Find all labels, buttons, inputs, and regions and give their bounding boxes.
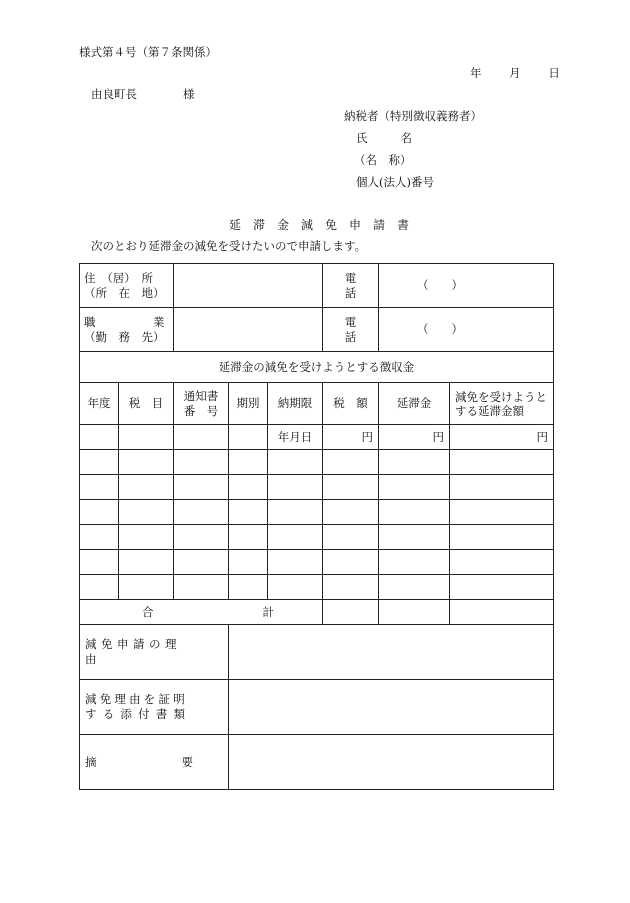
total-reduction-amount[interactable] [450,600,554,625]
due-date-unit[interactable]: 年月日 [268,425,323,450]
col-term: 期別 [229,383,268,425]
table-row [80,475,554,500]
col-reduction-amount: 減免を受けようとする延滞金額 [450,383,554,425]
form-number: 様式第４号（第７条関係） [79,45,217,59]
total-row [80,600,554,625]
application-table [79,263,554,790]
evidence-field[interactable] [229,680,554,735]
table-row [80,450,554,475]
date-year-label: 年 [470,66,482,80]
taxpayer-label: 納税者（特別徴収義務者） [344,109,482,123]
reduction-amount-unit[interactable]: 円 [450,425,554,450]
total-tax-amount[interactable] [323,600,379,625]
occupation-field[interactable] [174,308,323,352]
addressee-honorific: 様 [183,87,195,101]
total-label: 合 計 [80,600,323,625]
tax-amount-unit[interactable]: 円 [323,425,379,450]
remarks-label: 摘 要 [80,735,229,790]
addressee: 由良町長 [91,87,137,101]
phone-field[interactable]: （ ） [379,264,554,308]
date-day-label: 日 [548,66,560,80]
reason-label: 減免申請の理由 [80,625,229,680]
remarks-field[interactable] [229,735,554,790]
address-label: 住 （居） 所 （所 在 地） [80,264,174,308]
total-late-fee[interactable] [379,600,450,625]
occupation-label: 職 業 （勤 務 先） [80,308,174,352]
col-notice-number: 通知書番 号 [174,383,229,425]
workplace-phone-label: 電 話 [323,308,379,352]
date-month-label: 月 [509,66,521,80]
col-due-date: 納期限 [268,383,323,425]
table-row [80,500,554,525]
company-name-label: （名 称） [354,153,412,167]
address-field[interactable] [174,264,323,308]
name-label: 氏 名 [356,131,412,145]
late-fee-unit[interactable]: 円 [379,425,450,450]
table-row [80,425,554,450]
intro-text: 次のとおり延滞金の減免を受けたいので申請します。 [91,239,367,253]
evidence-label: 減免理由を証明 する添付書類 [80,680,229,735]
table-row [80,550,554,575]
phone-label: 電 話 [323,264,379,308]
document-title: 延 滞 金 減 免 申 請 書 [229,218,410,232]
col-tax-item: 税 目 [119,383,174,425]
table-row [80,525,554,550]
workplace-phone-field[interactable]: （ ） [379,308,554,352]
col-late-fee: 延滞金 [379,383,450,425]
reason-field[interactable] [229,625,554,680]
section-title: 延滞金の減免を受けようとする徴収金 [80,352,554,383]
col-fiscal-year: 年度 [80,383,119,425]
id-number-label: 個人(法人)番号 [356,175,434,189]
table-row [80,575,554,600]
col-tax-amount: 税 額 [323,383,379,425]
date-line [470,65,560,81]
